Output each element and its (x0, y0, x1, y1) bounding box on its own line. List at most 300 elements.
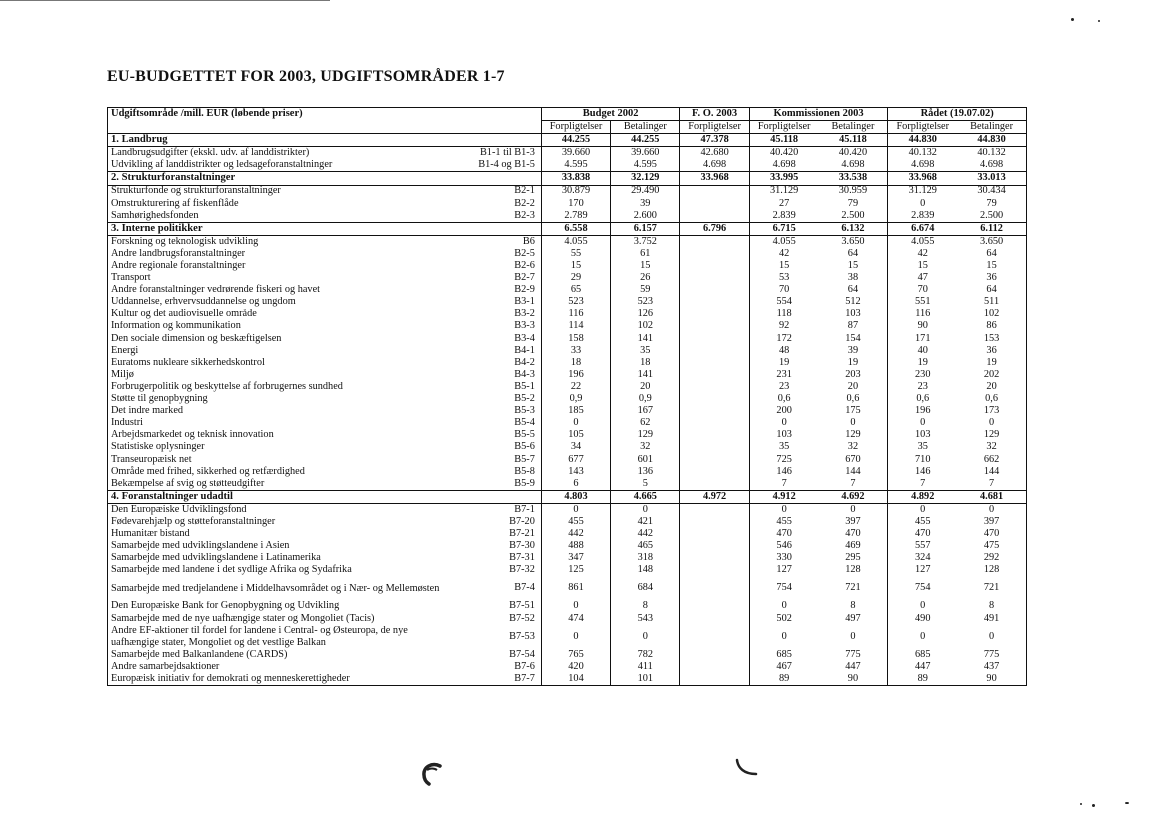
row-label: 3. Interne politikker (108, 222, 462, 235)
value-cell: 44.255 (541, 134, 610, 147)
table-row (108, 661, 1027, 673)
value-cell: 0 (957, 504, 1026, 517)
value-cell: 64 (957, 248, 1026, 260)
value-cell (680, 185, 749, 198)
value-cell: 141 (611, 333, 680, 345)
budget-line-code: B2-1 (461, 185, 541, 198)
value-cell: 53 (779, 272, 790, 284)
value-cell: 103 (776, 429, 792, 441)
row-label: Samarbejde med udviklingslandene i Latinamerika (108, 552, 462, 564)
value-cell: 754 (776, 582, 792, 594)
value-cell: 127 (776, 564, 792, 576)
value-cell (680, 296, 749, 308)
budget-table (107, 107, 1027, 686)
value-cell: 129 (957, 429, 1026, 441)
table-row (108, 357, 1027, 369)
row-label: Andre foranstaltninger vedrørende fiskeri og havet (108, 284, 462, 296)
value-cell: 4.803 (541, 490, 610, 503)
value-cell: 0 (920, 630, 926, 642)
value-cell: 15 (779, 260, 790, 272)
corner-label: Udgiftsområde /mill. EUR (løbende priser) (108, 108, 542, 121)
value-cell: 347 (541, 552, 610, 564)
value-cell: 470 (776, 528, 792, 540)
budget-line-code: B5-2 (461, 393, 541, 405)
row-label: Den Europæiske Bank for Genopbygning og Udvikling (108, 601, 462, 613)
table-row (108, 442, 1027, 454)
value-cell: 420 (541, 661, 610, 673)
value-cell: 103 (819, 309, 888, 321)
value-cell: 0,9 (611, 393, 680, 405)
value-cell: 502 (776, 612, 792, 624)
subheader-forpligtelser: Forpligtelser (749, 121, 818, 134)
budget-line-code: B7-51 (461, 601, 541, 613)
value-cell: 0 (611, 625, 680, 649)
value-cell: 0 (781, 600, 787, 612)
value-cell: 128 (819, 564, 888, 576)
row-label: Støtte til genopbygning (108, 393, 462, 405)
row-label: Humanitær bistand (108, 528, 462, 540)
value-cell: 7 (957, 478, 1026, 491)
value-cell: 64 (957, 284, 1026, 296)
value-cell: 136 (611, 466, 680, 478)
subheader-betalinger: Betalinger (611, 121, 680, 134)
value-cell: 33.838 (541, 172, 610, 185)
value-cell: 172 (776, 332, 792, 344)
scan-speck (1080, 803, 1082, 805)
row-label: 1. Landbrug (108, 134, 462, 147)
value-cell: 330 (776, 552, 792, 564)
value-cell: 30.959 (819, 185, 888, 198)
value-cell: 4.892 (888, 490, 957, 503)
budget-line-code: B6 (461, 235, 541, 248)
value-cell: 64 (819, 284, 888, 296)
value-cell: 765 (541, 649, 610, 661)
value-cell: 437 (957, 661, 1026, 673)
row-label: Kultur og det audiovisuelle område (108, 309, 462, 321)
value-cell: 15 (541, 260, 610, 272)
value-cell: 782 (611, 649, 680, 661)
budget-line-code: B5-9 (461, 478, 541, 491)
value-cell: 0 (920, 503, 926, 515)
value-cell: 203 (819, 369, 888, 381)
value-cell (680, 417, 749, 429)
row-label: Miljø (108, 369, 462, 381)
value-cell: 45.118 (749, 134, 818, 147)
value-cell: 684 (611, 577, 680, 601)
value-cell: 127 (915, 564, 931, 576)
row-label: Samarbejde med de nye uafhængige stater og Mongoliet (Tacis) (108, 613, 462, 625)
value-cell: 79 (819, 198, 888, 210)
group-kommissionen-2003: Kommissionen 2003 (749, 108, 888, 121)
value-cell (680, 405, 749, 417)
budget-line-code: B2-5 (461, 248, 541, 260)
table-row (108, 235, 1027, 248)
budget-line-code: B5-8 (461, 466, 541, 478)
value-cell: 44.255 (611, 134, 680, 147)
value-cell: 33.013 (957, 172, 1026, 185)
value-cell: 4.698 (911, 159, 935, 171)
value-cell: 421 (611, 516, 680, 528)
value-cell: 39 (611, 198, 680, 210)
value-cell: 89 (888, 673, 957, 686)
value-cell: 125 (541, 564, 610, 576)
value-cell (680, 198, 749, 210)
scan-smudge-mark (734, 758, 760, 780)
value-cell: 0,9 (541, 393, 610, 405)
value-cell: 118 (776, 308, 792, 320)
value-cell: 721 (819, 577, 888, 601)
value-cell (680, 466, 749, 478)
value-cell: 32 (819, 442, 888, 454)
value-cell (680, 381, 749, 393)
budget-line-code: B3-1 (461, 296, 541, 308)
value-cell: 70 (917, 284, 928, 296)
value-cell: 6.157 (611, 222, 680, 235)
value-cell: 146 (776, 465, 792, 477)
budget-line-code: B2-2 (461, 198, 541, 210)
row-label: Statistiske oplysninger (108, 442, 462, 454)
value-cell (680, 516, 749, 528)
value-cell: 35 (917, 441, 928, 453)
value-cell: 497 (819, 613, 888, 625)
value-cell (680, 625, 749, 649)
value-cell: 101 (611, 673, 680, 686)
value-cell: 92 (779, 320, 790, 332)
value-cell: 89 (749, 673, 818, 686)
value-cell (680, 235, 749, 248)
budget-line-code: B5-4 (461, 417, 541, 429)
table-row (108, 309, 1027, 321)
table-row (108, 147, 1027, 160)
row-label: Transeuropæisk net (108, 454, 462, 466)
value-cell: 775 (957, 649, 1026, 661)
table-row (108, 284, 1027, 296)
table-row (108, 321, 1027, 333)
value-cell: 295 (819, 552, 888, 564)
table-row (108, 601, 1027, 613)
value-cell: 2.789 (541, 210, 610, 223)
budget-line-code: B7-1 (461, 504, 541, 517)
table-row (108, 552, 1027, 564)
budget-line-code: B4-2 (461, 357, 541, 369)
page-title: EU-BUDGETTET FOR 2003, UDGIFTSOMRÅDER 1-7 (107, 68, 505, 85)
value-cell: 196 (915, 405, 931, 417)
value-cell: 70 (779, 284, 790, 296)
value-cell: 0 (920, 417, 926, 429)
value-cell: 126 (611, 309, 680, 321)
row-label: Det indre marked (108, 405, 462, 417)
row-label: Arbejdsmarkedet og teknisk innovation (108, 429, 462, 441)
value-cell: 32 (957, 442, 1026, 454)
value-cell: 39.660 (541, 147, 610, 160)
value-cell: 19 (957, 357, 1026, 369)
value-cell: 0 (541, 601, 610, 613)
table-row (108, 405, 1027, 417)
value-cell (680, 649, 749, 661)
value-cell: 474 (541, 613, 610, 625)
value-cell: 0 (541, 625, 610, 649)
value-cell: 475 (957, 540, 1026, 552)
value-cell: 62 (611, 417, 680, 429)
value-cell: 4.698 (819, 159, 888, 172)
row-label: Transport (108, 272, 462, 284)
value-cell: 33.538 (819, 172, 888, 185)
value-cell: 4.595 (611, 159, 680, 172)
scan-speck (1125, 802, 1129, 804)
value-cell: 557 (915, 540, 931, 552)
value-cell: 470 (957, 528, 1026, 540)
table-row (108, 210, 1027, 223)
row-label: Andre regionale foranstaltninger (108, 260, 462, 272)
value-cell: 15 (819, 260, 888, 272)
value-cell: 18 (541, 357, 610, 369)
row-label: Bekæmpelse af svig og støtteudgifter (108, 478, 462, 491)
value-cell: 40 (917, 344, 928, 356)
value-cell: 40.420 (769, 147, 799, 159)
budget-line-code: B5-7 (461, 454, 541, 466)
value-cell: 104 (541, 673, 610, 686)
value-cell: 148 (611, 564, 680, 576)
value-cell (680, 260, 749, 272)
value-cell: 44.830 (957, 134, 1026, 147)
group-budget-2002: Budget 2002 (541, 108, 680, 121)
value-cell: 167 (611, 405, 680, 417)
section-row (108, 134, 1027, 147)
value-cell: 775 (819, 649, 888, 661)
row-label: Fødevarehjælp og støtteforanstaltninger (108, 516, 462, 528)
value-cell: 230 (915, 368, 931, 380)
budget-line-code: B2-6 (461, 260, 541, 272)
value-cell: 102 (957, 309, 1026, 321)
row-label: Andre landbrugsforanstaltninger (108, 248, 462, 260)
value-cell: 2.500 (819, 210, 888, 223)
value-cell: 170 (541, 198, 610, 210)
table-row (108, 159, 1027, 172)
value-cell: 6.715 (749, 222, 818, 235)
value-cell: 465 (611, 540, 680, 552)
value-cell: 20 (819, 381, 888, 393)
value-cell: 3.752 (611, 235, 680, 248)
value-cell: 44.830 (888, 134, 957, 147)
value-cell: 64 (819, 248, 888, 260)
value-cell (680, 357, 749, 369)
budget-line-code: B5-6 (461, 442, 541, 454)
table-row (108, 673, 1027, 686)
value-cell (680, 504, 749, 517)
value-cell: 146 (915, 465, 931, 477)
value-cell: 0 (541, 504, 610, 517)
budget-line-code: B2-7 (461, 272, 541, 284)
budget-line-code: B7-32 (461, 564, 541, 576)
value-cell: 86 (957, 321, 1026, 333)
group-fo-2003: F. O. 2003 (680, 108, 749, 121)
value-cell: 38 (819, 272, 888, 284)
section-row (108, 172, 1027, 185)
value-cell: 87 (819, 321, 888, 333)
budget-line-code: B5-5 (461, 429, 541, 441)
value-cell (680, 454, 749, 466)
value-cell: 33.995 (749, 172, 818, 185)
value-cell: 0 (819, 625, 888, 649)
row-label: Industri (108, 417, 462, 429)
value-cell: 35 (611, 345, 680, 357)
scan-edge-line (0, 0, 330, 1)
budget-line-code (461, 222, 541, 235)
value-cell (680, 661, 749, 673)
value-cell: 710 (915, 453, 931, 465)
value-cell: 47 (917, 272, 928, 284)
value-cell: 6.796 (680, 222, 749, 235)
value-cell (680, 673, 749, 686)
table-row (108, 260, 1027, 272)
row-label: Samarbejde med tredjelandene i Middelhavsområdet og i Nær- og Mellemøsten (108, 577, 462, 601)
group-raadet: Rådet (19.07.02) (888, 108, 1027, 121)
table-row (108, 296, 1027, 308)
table-row (108, 369, 1027, 381)
row-label: Forbrugerpolitik og beskyttelse af forbrugernes sundhed (108, 381, 462, 393)
value-cell: 601 (611, 454, 680, 466)
value-cell: 2.600 (611, 210, 680, 223)
value-cell (680, 577, 749, 601)
row-label: Den sociale dimension og beskæftigelsen (108, 333, 462, 345)
subheader-forpligtelser: Forpligtelser (680, 121, 749, 134)
value-cell: 4.698 (957, 159, 1026, 172)
table-row (108, 381, 1027, 393)
value-cell: 103 (915, 429, 931, 441)
value-cell: 4.692 (819, 490, 888, 503)
table-row (108, 272, 1027, 284)
value-cell: 30.879 (541, 185, 610, 198)
value-cell: 65 (541, 284, 610, 296)
table-row (108, 198, 1027, 210)
value-cell: 0 (819, 504, 888, 517)
value-cell: 4.595 (541, 159, 610, 172)
value-cell: 144 (957, 466, 1026, 478)
value-cell: 90 (819, 673, 888, 686)
table-row (108, 429, 1027, 441)
table-row (108, 625, 1027, 649)
budget-line-code: B7-21 (461, 528, 541, 540)
value-cell: 6.132 (819, 222, 888, 235)
scan-speck (1098, 20, 1100, 22)
row-label: Samarbejde med landene i det sydlige Afrika og Sydafrika (108, 564, 462, 576)
budget-line-code: B3-3 (461, 321, 541, 333)
value-cell: 4.055 (772, 235, 796, 247)
value-cell: 33.968 (680, 172, 749, 185)
value-cell: 61 (611, 248, 680, 260)
value-cell: 42 (917, 248, 928, 259)
value-cell: 35 (779, 441, 790, 453)
value-cell: 4.055 (911, 235, 935, 247)
value-cell: 7 (819, 478, 888, 491)
value-cell: 18 (611, 357, 680, 369)
value-cell: 29.490 (611, 185, 680, 198)
value-cell: 4.698 (680, 159, 749, 172)
value-cell: 39.660 (611, 147, 680, 160)
row-label: Udvikling af landdistrikter og ledsageforanstaltninger (108, 159, 462, 172)
value-cell: 175 (819, 405, 888, 417)
value-cell (680, 369, 749, 381)
value-cell: 0 (819, 417, 888, 429)
value-cell: 105 (541, 429, 610, 441)
scan-smudge-mark (418, 760, 446, 788)
budget-line-code: B7-30 (461, 540, 541, 552)
row-label: 4. Foranstaltninger udadtil (108, 490, 462, 503)
value-cell: 34 (541, 442, 610, 454)
value-cell (680, 284, 749, 296)
budget-line-code: B3-4 (461, 333, 541, 345)
value-cell: 116 (541, 309, 610, 321)
value-cell: 411 (611, 661, 680, 673)
value-cell: 30.434 (957, 185, 1026, 198)
table-row (108, 504, 1027, 517)
section-row (108, 222, 1027, 235)
value-cell: 6.558 (541, 222, 610, 235)
value-cell: 2.839 (772, 209, 796, 221)
subheader-betalinger: Betalinger (957, 121, 1026, 134)
value-cell: 670 (819, 454, 888, 466)
section-row (108, 490, 1027, 503)
value-cell: 455 (541, 516, 610, 528)
value-cell (680, 564, 749, 576)
value-cell: 0 (957, 417, 1026, 429)
value-cell (680, 272, 749, 284)
row-label: Euratoms nukleare sikkerhedskontrol (108, 357, 462, 369)
budget-line-code: B2-9 (461, 284, 541, 296)
value-cell: 3.650 (819, 235, 888, 248)
value-cell: 546 (776, 540, 792, 552)
value-cell: 143 (541, 466, 610, 478)
value-cell: 4.698 (772, 159, 796, 171)
value-cell: 3.650 (957, 235, 1026, 248)
value-cell: 47.378 (680, 134, 749, 147)
table-row (108, 333, 1027, 345)
subheader-betalinger: Betalinger (819, 121, 888, 134)
table-row (108, 417, 1027, 429)
value-cell: 2.839 (911, 209, 935, 221)
table-row (108, 393, 1027, 405)
value-cell: 0 (920, 197, 926, 209)
budget-line-code: B7-20 (461, 516, 541, 528)
value-cell: 114 (541, 321, 610, 333)
value-cell: 677 (541, 454, 610, 466)
value-cell: 6 (541, 478, 610, 491)
value-cell: 551 (915, 296, 931, 308)
budget-line-code: B7-4 (461, 577, 541, 601)
value-cell: 2.500 (957, 210, 1026, 223)
budget-line-code: B7-6 (461, 661, 541, 673)
value-cell: 59 (611, 284, 680, 296)
value-cell (680, 613, 749, 625)
value-cell: 141 (611, 369, 680, 381)
table-row (108, 540, 1027, 552)
value-cell: 31.129 (908, 185, 937, 197)
value-cell: 79 (957, 198, 1026, 210)
scan-speck (1071, 18, 1074, 21)
value-cell: 19 (779, 356, 790, 368)
value-cell: 0 (541, 417, 610, 429)
value-cell: 447 (915, 660, 931, 672)
value-cell: 754 (915, 582, 931, 594)
value-cell: 19 (819, 357, 888, 369)
value-cell: 4.665 (611, 490, 680, 503)
header-spacer (108, 121, 542, 134)
value-cell: 33 (541, 345, 610, 357)
budget-line-code (461, 172, 541, 185)
table-row (108, 454, 1027, 466)
row-label: Den Europæiske Udviklingsfond (108, 504, 462, 517)
budget-line-code (461, 134, 541, 147)
